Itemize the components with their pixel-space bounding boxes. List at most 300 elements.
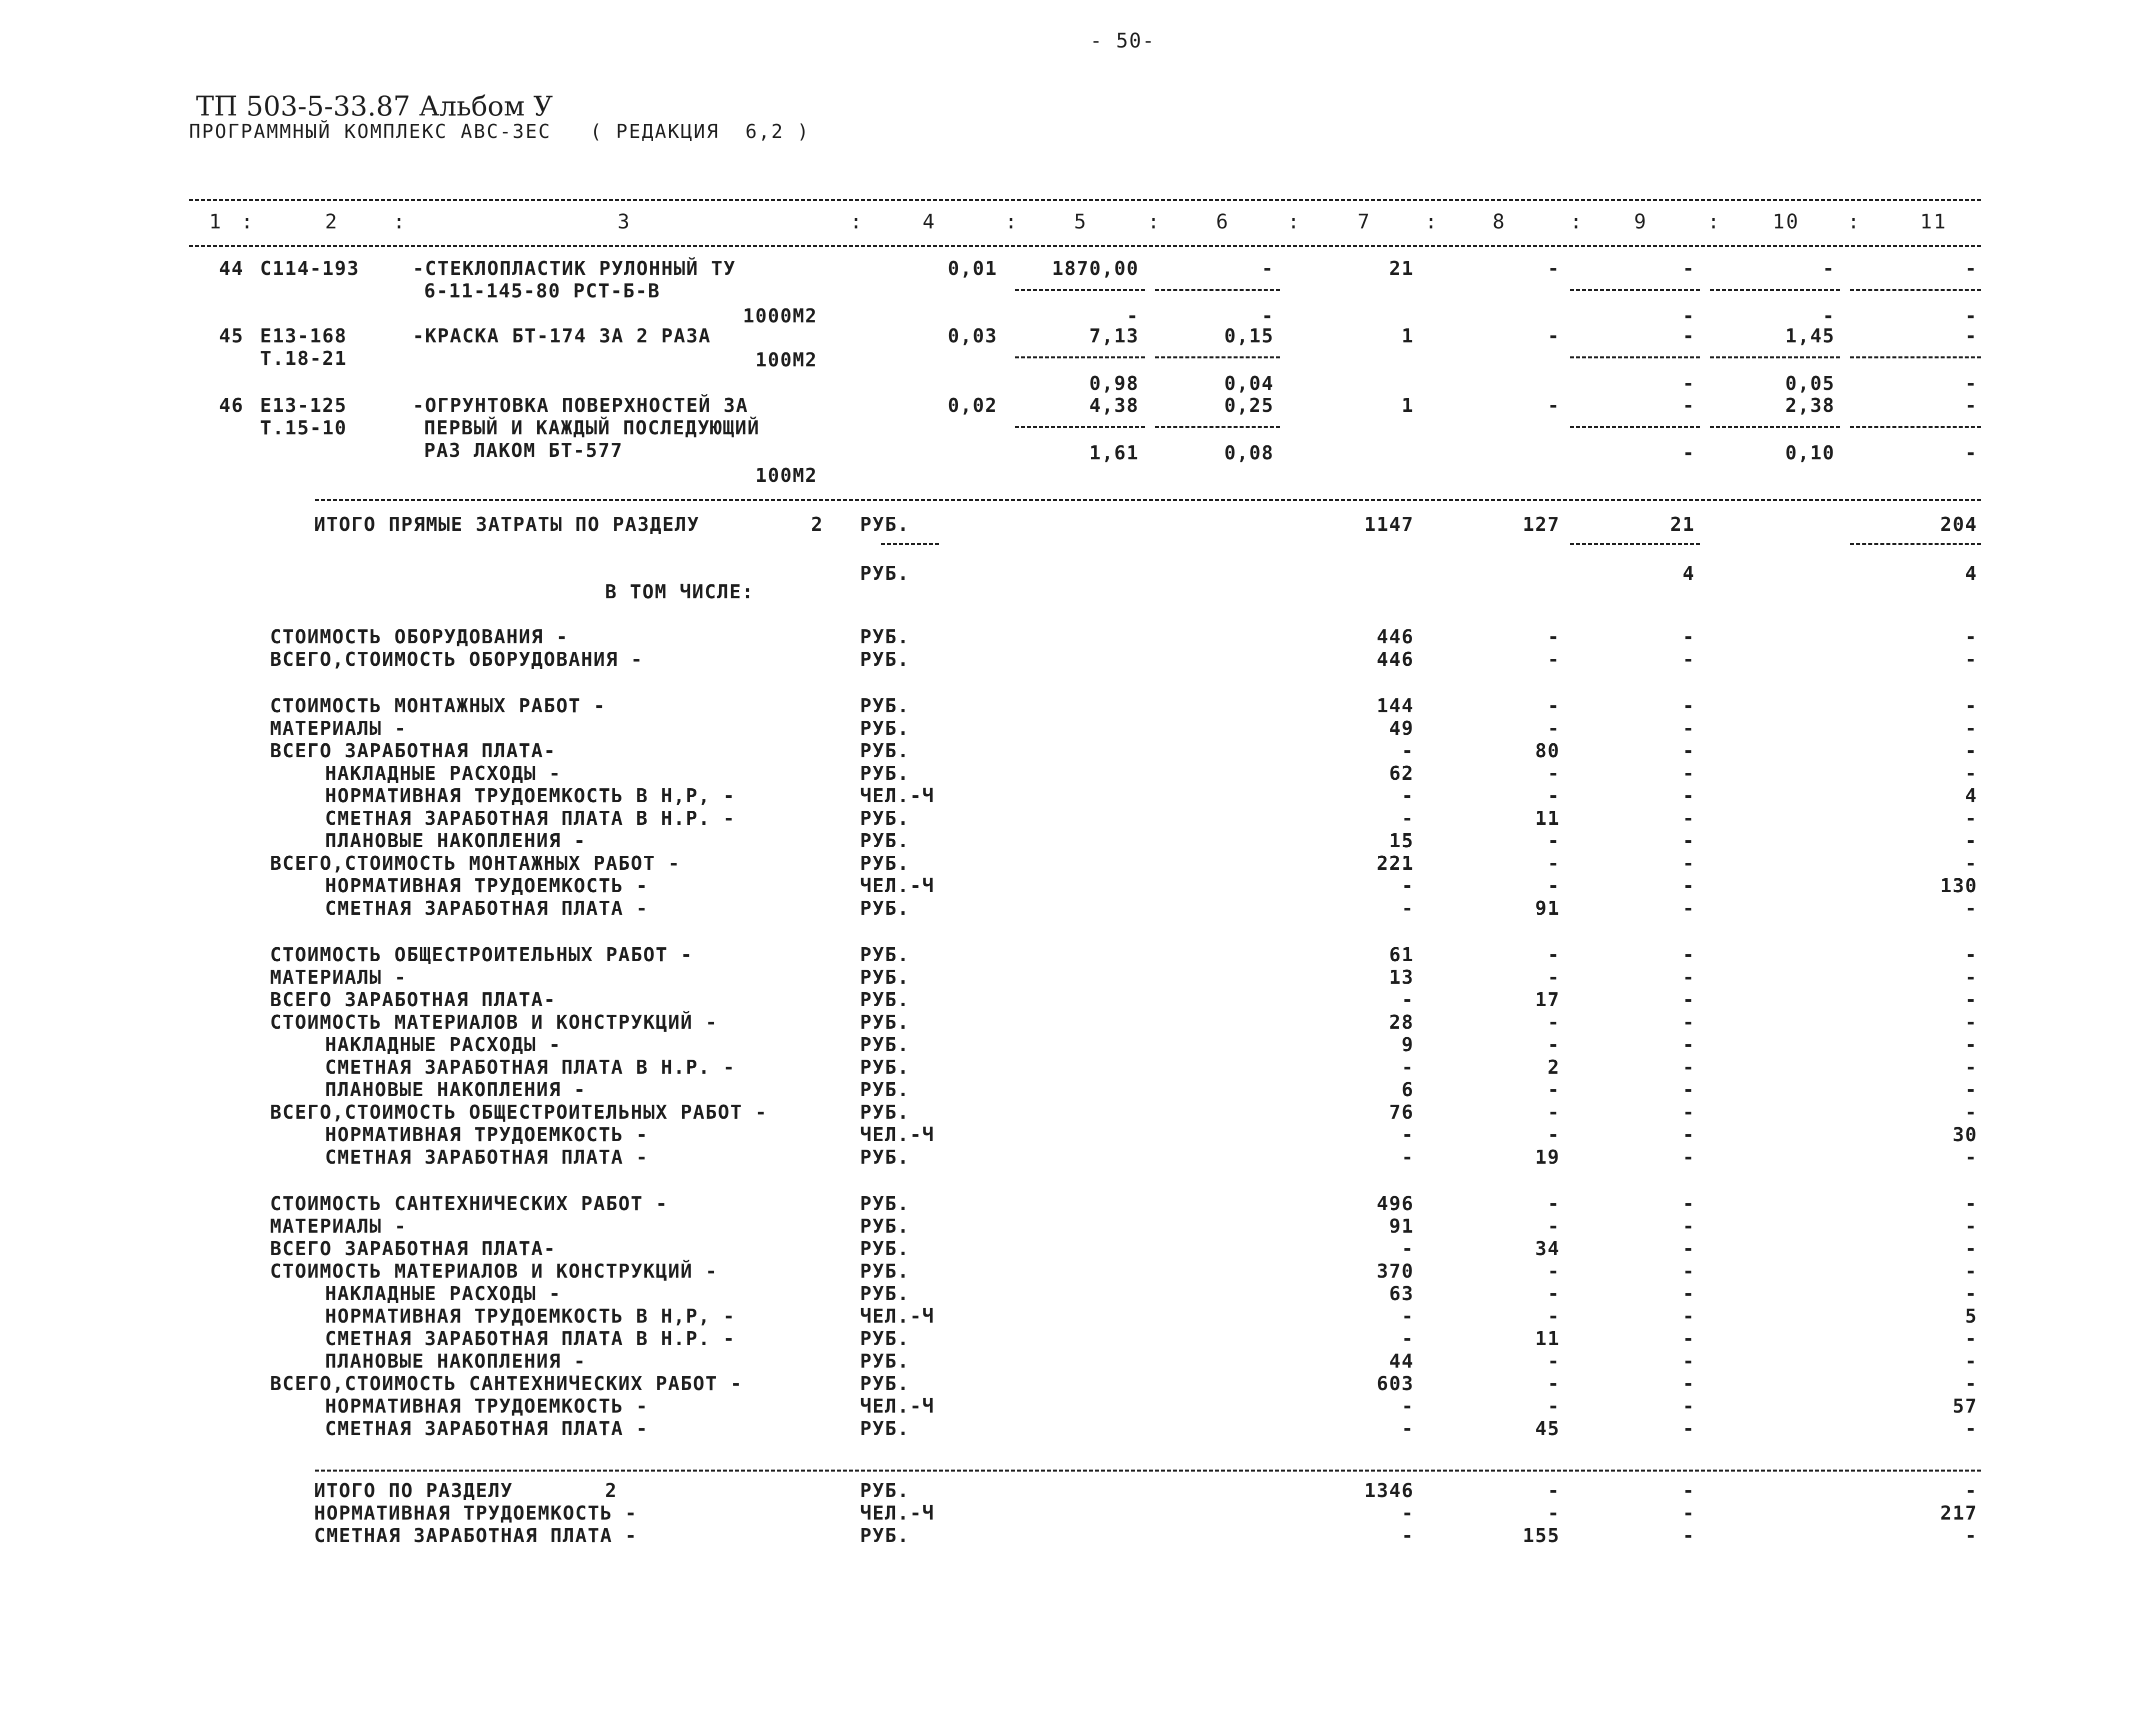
item-description: -КРАСКА БТ-174 ЗА 2 РАЗА [412,325,712,347]
summary-c8: - [1548,966,1560,988]
item-subrule [1155,289,1280,291]
summary-c11: 5 [1965,1305,1978,1327]
summary-c8: - [1548,717,1560,739]
column-separator: : [1005,210,1019,233]
summary-c11: - [1965,1238,1978,1260]
summary-c8: - [1548,1101,1560,1123]
summary-c7: 62 [1389,762,1414,784]
column-separator: : [241,210,255,233]
summary-c8: - [1548,852,1560,874]
summary-unit: РУБ. [860,852,910,874]
item-c6: 0,25 [1224,394,1274,416]
summary-unit: РУБ. [860,740,910,762]
summary-label: ВСЕГО,СТОИМОСТЬ САНТЕХНИЧЕСКИХ РАБОТ - [270,1373,743,1395]
summary-unit: РУБ. [860,966,910,988]
summary-c11: - [1965,966,1978,988]
summary-label: НОРМАТИВНАЯ ТРУДОЕМКОСТЬ В Н,Р, - [325,1305,736,1327]
summary-label: НАКЛАДНЫЕ РАСХОДЫ - [325,1034,562,1056]
item-subrule [1850,426,1981,428]
summary-c9: - [1682,785,1695,807]
summary-unit: РУБ. [860,807,910,829]
summary-c11: - [1965,1079,1978,1101]
summary-unit: ЧЕЛ.-Ч [860,785,935,807]
item-code: Е13-168 [260,325,348,347]
summary-c9: - [1682,989,1695,1011]
item-qty: 0,01 [948,257,998,279]
summary-c11: - [1965,626,1978,648]
summary-c7: 6 [1402,1079,1414,1101]
summary-c11: - [1965,1350,1978,1372]
section-total-c9: - [1682,1480,1695,1502]
section-total-c8: - [1548,1502,1560,1524]
section-total-unit: ЧЕЛ.-Ч [860,1502,935,1524]
summary-c9: - [1682,1079,1695,1101]
summary-c11: - [1965,1260,1978,1282]
section-total-c9: - [1682,1502,1695,1524]
section-total-label: ИТОГО ПО РАЗДЕЛУ [314,1480,514,1502]
summary-c9: - [1682,695,1695,717]
total-direct-c9: 21 [1670,513,1695,535]
summary-c7: - [1402,1238,1414,1260]
summary-label: ПЛАНОВЫЕ НАКОПЛЕНИЯ - [325,830,586,852]
summary-c7: 61 [1389,944,1414,966]
summary-unit: ЧЕЛ.-Ч [860,875,935,897]
item-qty: 0,02 [948,394,998,416]
summary-unit: РУБ. [860,1350,910,1372]
item-subrule [1850,289,1981,291]
item-description: 6-11-145-80 РСТ-Б-В [424,280,660,302]
column-separator: : [1570,210,1584,233]
summary-unit: РУБ. [860,1260,910,1282]
summary-c11: - [1965,1215,1978,1237]
section-total-unit: РУБ. [860,1525,910,1547]
column-header-7: 7 [1358,210,1372,233]
summary-c7: - [1402,1395,1414,1417]
summary-c11: - [1965,1034,1978,1056]
summary-c7: 9 [1402,1034,1414,1056]
summary-c9: - [1682,1056,1695,1078]
item-code: Е13-125 [260,394,348,416]
summary-c7: - [1402,1146,1414,1168]
total-direct-c8: 127 [1522,513,1560,535]
summary-c7: 28 [1389,1011,1414,1033]
summary-c9: - [1682,1146,1695,1168]
summary-c11: - [1965,762,1978,784]
summary-c7: 15 [1389,830,1414,852]
item-description: РАЗ ЛАКОМ БТ-577 [424,439,624,461]
section-total-c9: - [1682,1525,1695,1547]
column-separator: : [1708,210,1722,233]
summary-c8: 2 [1548,1056,1560,1078]
summary-c7: - [1402,989,1414,1011]
summary-c8: - [1548,1079,1560,1101]
item-price: 7,13 [1089,325,1139,347]
summary-c11: - [1965,830,1978,852]
summary-label: СМЕТНАЯ ЗАРАБОТНАЯ ПЛАТА - [325,1146,648,1168]
total-direct-unit: РУБ. [860,513,910,535]
summary-c11: - [1965,1283,1978,1305]
summary-c7: 603 [1376,1373,1414,1395]
summary-c11: 57 [1952,1395,1978,1417]
summary-c8: 80 [1535,740,1560,762]
total-direct-c9b: 4 [1682,562,1695,584]
item-subrule [1155,356,1280,358]
summary-c8: - [1548,1034,1560,1056]
item-reference: Т.15-10 [260,417,348,439]
item-sub-c10: 0,05 [1785,372,1835,394]
item-unit: 100М2 [755,464,818,486]
summary-label: СТОИМОСТЬ ОБЩЕСТРОИТЕЛЬНЫХ РАБОТ - [270,944,693,966]
item-c9: - [1682,257,1695,279]
summary-c8: - [1548,944,1560,966]
item-unit: 100М2 [755,349,818,371]
item-price: 1870,00 [1052,257,1139,279]
summary-c11: - [1965,648,1978,670]
document-title: ТП 503-5-33.87 Альбом У [196,90,553,122]
summary-c8: - [1548,1011,1560,1033]
program-line: ПРОГРАММНЫЙ КОМПЛЕКС АВС-ЗЕС ( РЕДАКЦИЯ 6,2 ) [189,120,810,142]
section-total-section: 2 [605,1480,618,1502]
summary-c9: - [1682,1283,1695,1305]
summary-c9: - [1682,626,1695,648]
item-c11: - [1965,257,1978,279]
total-direct-unit2: РУБ. [860,562,910,584]
summary-c7: 496 [1376,1193,1414,1215]
summary-label: СТОИМОСТЬ ОБОРУДОВАНИЯ - [270,626,569,648]
column-header-11: 11 [1920,210,1948,233]
summary-label: ПЛАНОВЫЕ НАКОПЛЕНИЯ - [325,1079,586,1101]
column-separator: : [1288,210,1302,233]
summary-c7: 144 [1376,695,1414,717]
summary-c11: - [1965,1056,1978,1078]
item-sub-c6: 0,04 [1224,372,1274,394]
summary-c9: - [1682,740,1695,762]
item-description: ПЕРВЫЙ И КАЖДЫЙ ПОСЛЕДУЮЩИЙ [424,417,760,439]
summary-c11: - [1965,717,1978,739]
item-sub-c6: - [1262,305,1274,327]
item-c8: - [1548,257,1560,279]
summary-c8: - [1548,1193,1560,1215]
item-subrule [1155,426,1280,428]
column-separator: : [1848,210,1862,233]
summary-c9: - [1682,1238,1695,1260]
summary-unit: РУБ. [860,1418,910,1440]
summary-c11: - [1965,1328,1978,1350]
summary-unit: РУБ. [860,944,910,966]
item-c9: - [1682,394,1695,416]
item-c10: 1,45 [1785,325,1835,347]
summary-unit: РУБ. [860,1101,910,1123]
item-subrule [1710,356,1840,358]
item-unit: 1000М2 [742,305,818,327]
summary-unit: РУБ. [860,897,910,919]
summary-c7: 13 [1389,966,1414,988]
item-sub-c11: - [1965,442,1978,464]
summary-c8: 45 [1535,1418,1560,1440]
summary-c9: - [1682,1034,1695,1056]
summary-c11: - [1965,1373,1978,1395]
summary-c8: - [1548,1215,1560,1237]
summary-c8: 17 [1535,989,1560,1011]
column-header-2: 2 [325,210,339,233]
summary-c9: - [1682,1260,1695,1282]
section-total-rule [315,1470,1981,1472]
item-c6: 0,15 [1224,325,1274,347]
summary-c8: 19 [1535,1146,1560,1168]
item-qty: 0,03 [948,325,998,347]
summary-c11: - [1965,1101,1978,1123]
summary-c7: 446 [1376,626,1414,648]
summary-label: ВСЕГО,СТОИМОСТЬ МОНТАЖНЫХ РАБОТ - [270,852,680,874]
summary-c7: 91 [1389,1215,1414,1237]
summary-label: МАТЕРИАЛЫ - [270,717,407,739]
summary-unit: РУБ. [860,1238,910,1260]
total-subrule [881,543,939,545]
section-total-label: СМЕТНАЯ ЗАРАБОТНАЯ ПЛАТА - [314,1525,638,1547]
item-sub-c11: - [1965,372,1978,394]
summary-label: ВСЕГО ЗАРАБОТНАЯ ПЛАТА- [270,989,556,1011]
summary-c11: 130 [1940,875,1978,897]
column-separator: : [1425,210,1439,233]
summary-c11: - [1965,695,1978,717]
summary-unit: РУБ. [860,1193,910,1215]
summary-c8: - [1548,648,1560,670]
summary-c8: 91 [1535,897,1560,919]
summary-c8: - [1548,1305,1560,1327]
summary-c9: - [1682,1395,1695,1417]
total-direct-c11: 204 [1940,513,1978,535]
item-number: 44 [219,257,244,279]
summary-label: НАКЛАДНЫЕ РАСХОДЫ - [325,762,562,784]
column-separator: : [850,210,864,233]
summary-c11: 30 [1952,1124,1978,1146]
item-sub-c10: - [1822,305,1835,327]
summary-unit: РУБ. [860,1215,910,1237]
summary-unit: РУБ. [860,1328,910,1350]
section-total-c7: - [1402,1525,1414,1547]
summary-c9: - [1682,648,1695,670]
header-rule-bottom [189,245,1981,247]
summary-c9: - [1682,1328,1695,1350]
summary-c7: - [1402,1305,1414,1327]
summary-unit: РУБ. [860,648,910,670]
summary-label: НОРМАТИВНАЯ ТРУДОЕМКОСТЬ В Н,Р, - [325,785,736,807]
summary-c7: - [1402,897,1414,919]
summary-c8: 11 [1535,807,1560,829]
summary-label: СМЕТНАЯ ЗАРАБОТНАЯ ПЛАТА В Н.Р. - [325,807,736,829]
summary-c8: 34 [1535,1238,1560,1260]
item-sub-c5: 1,61 [1089,442,1139,464]
item-description: -ОГРУНТОВКА ПОВЕРХНОСТЕЙ ЗА [412,394,748,416]
section-total-label: НОРМАТИВНАЯ ТРУДОЕМКОСТЬ - [314,1502,638,1524]
item-subrule [1710,426,1840,428]
summary-c8: - [1548,830,1560,852]
summary-unit: РУБ. [860,762,910,784]
summary-c11: - [1965,1418,1978,1440]
section-total-unit: РУБ. [860,1480,910,1502]
item-c7: 1 [1402,325,1414,347]
item-code: С114-193 [260,257,360,279]
summary-c8: - [1548,785,1560,807]
column-header-8: 8 [1492,210,1506,233]
summary-c7: - [1402,807,1414,829]
section-total-c7: 1346 [1364,1480,1414,1502]
item-c7: 1 [1402,394,1414,416]
summary-unit: ЧЕЛ.-Ч [860,1305,935,1327]
summary-unit: РУБ. [860,989,910,1011]
item-c7: 21 [1389,257,1414,279]
column-header-4: 4 [922,210,936,233]
summary-label: СМЕТНАЯ ЗАРАБОТНАЯ ПЛАТА В Н.Р. - [325,1328,736,1350]
summary-c9: - [1682,1011,1695,1033]
total-rule [315,499,1981,501]
summary-c7: - [1402,1124,1414,1146]
item-sub-c9: - [1682,305,1695,327]
item-subrule [1015,356,1145,358]
summary-unit: РУБ. [860,1056,910,1078]
summary-label: ПЛАНОВЫЕ НАКОПЛЕНИЯ - [325,1350,586,1372]
summary-c9: - [1682,1124,1695,1146]
total-direct-label: ИТОГО ПРЯМЫЕ ЗАТРАТЫ ПО РАЗДЕЛУ [314,513,700,535]
item-reference: Т.18-21 [260,347,348,369]
item-sub-c9: - [1682,442,1695,464]
summary-c11: - [1965,807,1978,829]
summary-c9: - [1682,1215,1695,1237]
summary-label: СМЕТНАЯ ЗАРАБОТНАЯ ПЛАТА - [325,897,648,919]
summary-c9: - [1682,944,1695,966]
summary-c11: 4 [1965,785,1978,807]
item-c11: - [1965,325,1978,347]
summary-label: НОРМАТИВНАЯ ТРУДОЕМКОСТЬ - [325,875,648,897]
summary-c9: - [1682,1373,1695,1395]
summary-label: СТОИМОСТЬ САНТЕХНИЧЕСКИХ РАБОТ - [270,1193,668,1215]
item-sub-c5: 0,98 [1089,372,1139,394]
summary-c9: - [1682,830,1695,852]
item-subrule [1850,356,1981,358]
summary-c9: - [1682,1101,1695,1123]
summary-c7: 63 [1389,1283,1414,1305]
total-subrule [1570,543,1700,545]
summary-c7: - [1402,1328,1414,1350]
summary-label: ВСЕГО ЗАРАБОТНАЯ ПЛАТА- [270,1238,556,1260]
item-sub-c10: 0,10 [1785,442,1835,464]
column-separator: : [393,210,407,233]
summary-c9: - [1682,875,1695,897]
section-total-c11: - [1965,1480,1978,1502]
header-rule-top [189,199,1981,201]
column-header-10: 10 [1772,210,1800,233]
summary-unit: РУБ. [860,830,910,852]
summary-c9: - [1682,1350,1695,1372]
summary-c8: - [1548,762,1560,784]
summary-unit: РУБ. [860,717,910,739]
item-number: 45 [219,325,244,347]
item-sub-c11: - [1965,305,1978,327]
summary-c9: - [1682,966,1695,988]
summary-c7: 446 [1376,648,1414,670]
item-c9: - [1682,325,1695,347]
section-total-c8: 155 [1522,1525,1560,1547]
column-header-5: 5 [1074,210,1088,233]
item-sub-c5: - [1126,305,1139,327]
summary-c11: - [1965,1011,1978,1033]
summary-c7: - [1402,1056,1414,1078]
summary-c11: - [1965,1193,1978,1215]
summary-c11: - [1965,944,1978,966]
summary-c8: - [1548,695,1560,717]
total-direct-c11b: 4 [1965,562,1978,584]
summary-c9: - [1682,1305,1695,1327]
summary-c8: - [1548,1395,1560,1417]
summary-label: СМЕТНАЯ ЗАРАБОТНАЯ ПЛАТА В Н.Р. - [325,1056,736,1078]
column-header-6: 6 [1216,210,1230,233]
item-price: 4,38 [1089,394,1139,416]
item-c10: - [1822,257,1835,279]
summary-c9: - [1682,1193,1695,1215]
summary-unit: РУБ. [860,1011,910,1033]
section-total-c11: - [1965,1525,1978,1547]
summary-c7: - [1402,785,1414,807]
summary-c7: - [1402,740,1414,762]
summary-label: НОРМАТИВНАЯ ТРУДОЕМКОСТЬ - [325,1124,648,1146]
column-header-1: 1 [209,210,223,233]
summary-unit: РУБ. [860,1034,910,1056]
summary-label: МАТЕРИАЛЫ - [270,966,407,988]
page-number: - 50- [1090,29,1156,52]
column-header-9: 9 [1634,210,1648,233]
item-description: -СТЕКЛОПЛАСТИК РУЛОННЫЙ ТУ [412,257,736,279]
summary-c9: - [1682,762,1695,784]
item-subrule [1570,356,1700,358]
item-c8: - [1548,325,1560,347]
item-c6: - [1262,257,1274,279]
summary-c8: - [1548,1283,1560,1305]
item-number: 46 [219,394,244,416]
column-header-3: 3 [618,210,632,233]
summary-label: НАКЛАДНЫЕ РАСХОДЫ - [325,1283,562,1305]
item-sub-c9: - [1682,372,1695,394]
summary-c8: 11 [1535,1328,1560,1350]
item-subrule [1570,289,1700,291]
summary-c8: - [1548,626,1560,648]
item-c11: - [1965,394,1978,416]
item-subrule [1015,289,1145,291]
summary-unit: РУБ. [860,626,910,648]
summary-c7: 44 [1389,1350,1414,1372]
summary-c7: 370 [1376,1260,1414,1282]
summary-c8: - [1548,1124,1560,1146]
summary-unit: РУБ. [860,1283,910,1305]
summary-unit: РУБ. [860,1146,910,1168]
summary-unit: ЧЕЛ.-Ч [860,1124,935,1146]
item-subrule [1015,426,1145,428]
summary-unit: РУБ. [860,695,910,717]
summary-label: ВСЕГО ЗАРАБОТНАЯ ПЛАТА- [270,740,556,762]
summary-c11: - [1965,1146,1978,1168]
summary-c9: - [1682,1418,1695,1440]
summary-label: СТОИМОСТЬ МАТЕРИАЛОВ И КОНСТРУКЦИЙ - [270,1260,718,1282]
summary-label: СМЕТНАЯ ЗАРАБОТНАЯ ПЛАТА - [325,1418,648,1440]
summary-c11: - [1965,852,1978,874]
summary-label: ВСЕГО,СТОИМОСТЬ ОБОРУДОВАНИЯ - [270,648,644,670]
summary-unit: РУБ. [860,1079,910,1101]
item-subrule [1710,289,1840,291]
summary-label: СТОИМОСТЬ МОНТАЖНЫХ РАБОТ - [270,695,606,717]
item-c10: 2,38 [1785,394,1835,416]
section-total-c7: - [1402,1502,1414,1524]
summary-label: СТОИМОСТЬ МАТЕРИАЛОВ И КОНСТРУКЦИЙ - [270,1011,718,1033]
summary-c8: - [1548,875,1560,897]
